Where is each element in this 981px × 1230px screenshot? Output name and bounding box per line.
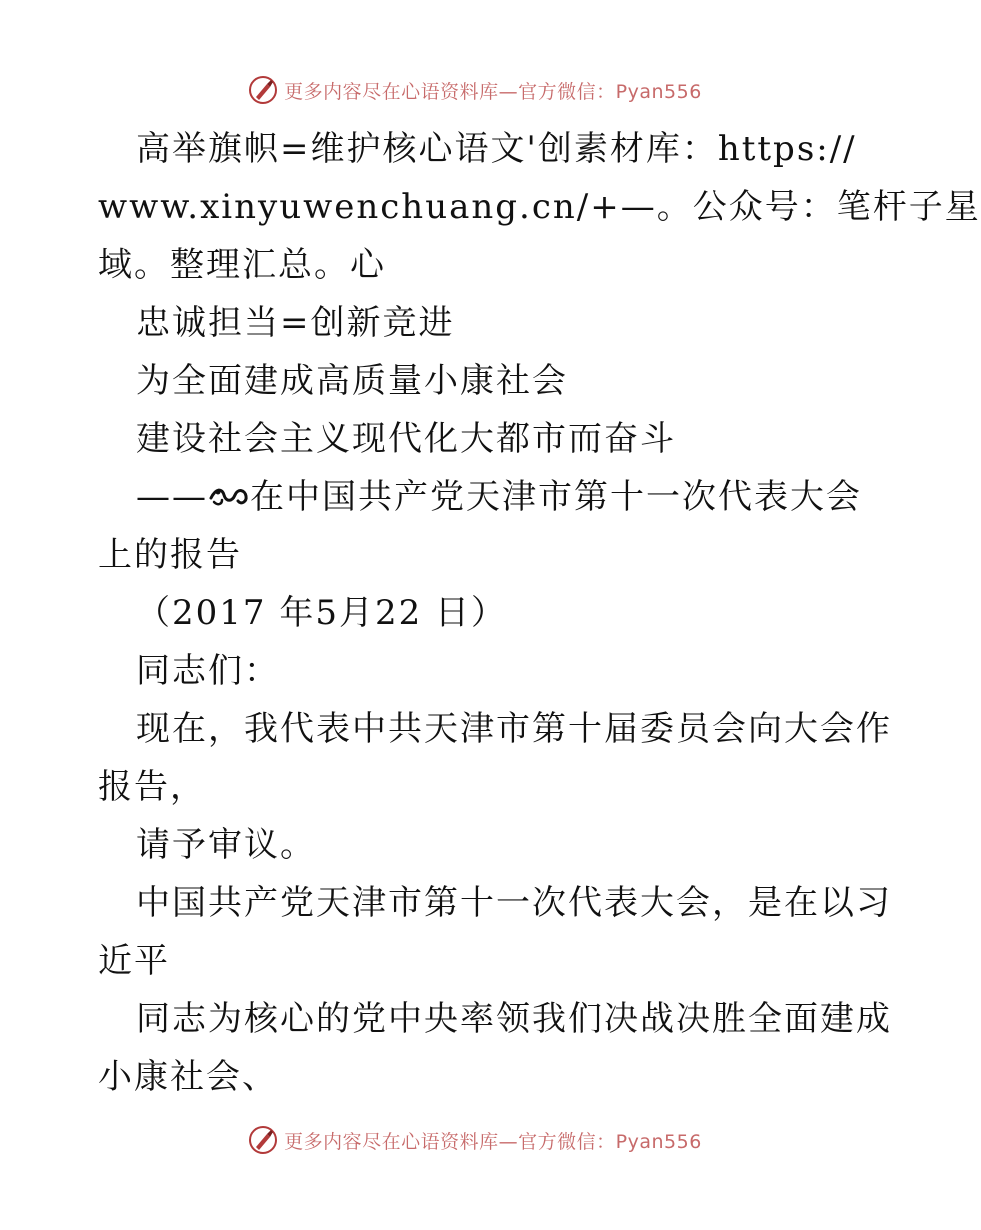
subtitle-text: 在中国共产党天津市第十一次代表大会 bbox=[250, 477, 862, 517]
text-line: 域。整理汇总。心 bbox=[98, 245, 386, 285]
text-line: www.xinyuwenchuang.cn/+—。公众号：笔杆子星 bbox=[98, 187, 981, 227]
pen-nib-circle-icon bbox=[248, 1125, 278, 1155]
date-line: （2017 年5月22 日） bbox=[136, 593, 508, 633]
text-line: 同志为核心的党中央率领我们决战决胜全面建成 bbox=[136, 999, 892, 1039]
text-line: 小康社会、 bbox=[98, 1057, 278, 1097]
footer-watermark bbox=[0, 1120, 950, 1160]
dash-text: —— bbox=[136, 477, 208, 517]
text-line: 请予审议。 bbox=[136, 825, 316, 865]
swirl-ornament-icon bbox=[208, 478, 250, 512]
title-line: 建设社会主义现代化大都市而奋斗 bbox=[136, 419, 676, 459]
subtitle-line bbox=[98, 468, 862, 526]
text-line: 现在，我代表中共天津市第十届委员会向大会作 bbox=[136, 709, 892, 749]
salutation-line: 同志们： bbox=[136, 651, 280, 691]
document-body bbox=[98, 120, 981, 1110]
pen-nib-circle-icon bbox=[248, 75, 278, 105]
watermark-text: 更多内容尽在心语资料库—官方微信：Pyan556 bbox=[284, 80, 702, 103]
text-line: 高举旗帜=维护核心语文'创素材库：https:// bbox=[136, 129, 857, 169]
text-line: 报告， bbox=[98, 767, 206, 807]
watermark-text: 更多内容尽在心语资料库—官方微信：Pyan556 bbox=[284, 1130, 702, 1153]
text-line: 忠诚担当=创新竞进 bbox=[136, 303, 455, 343]
text-line: 中国共产党天津市第十一次代表大会，是在以习 bbox=[136, 883, 892, 923]
text-line: 上的报告 bbox=[98, 535, 242, 575]
text-line: 近平 bbox=[98, 941, 170, 981]
title-line: 为全面建成高质量小康社会 bbox=[136, 361, 568, 401]
header-watermark bbox=[0, 70, 950, 110]
